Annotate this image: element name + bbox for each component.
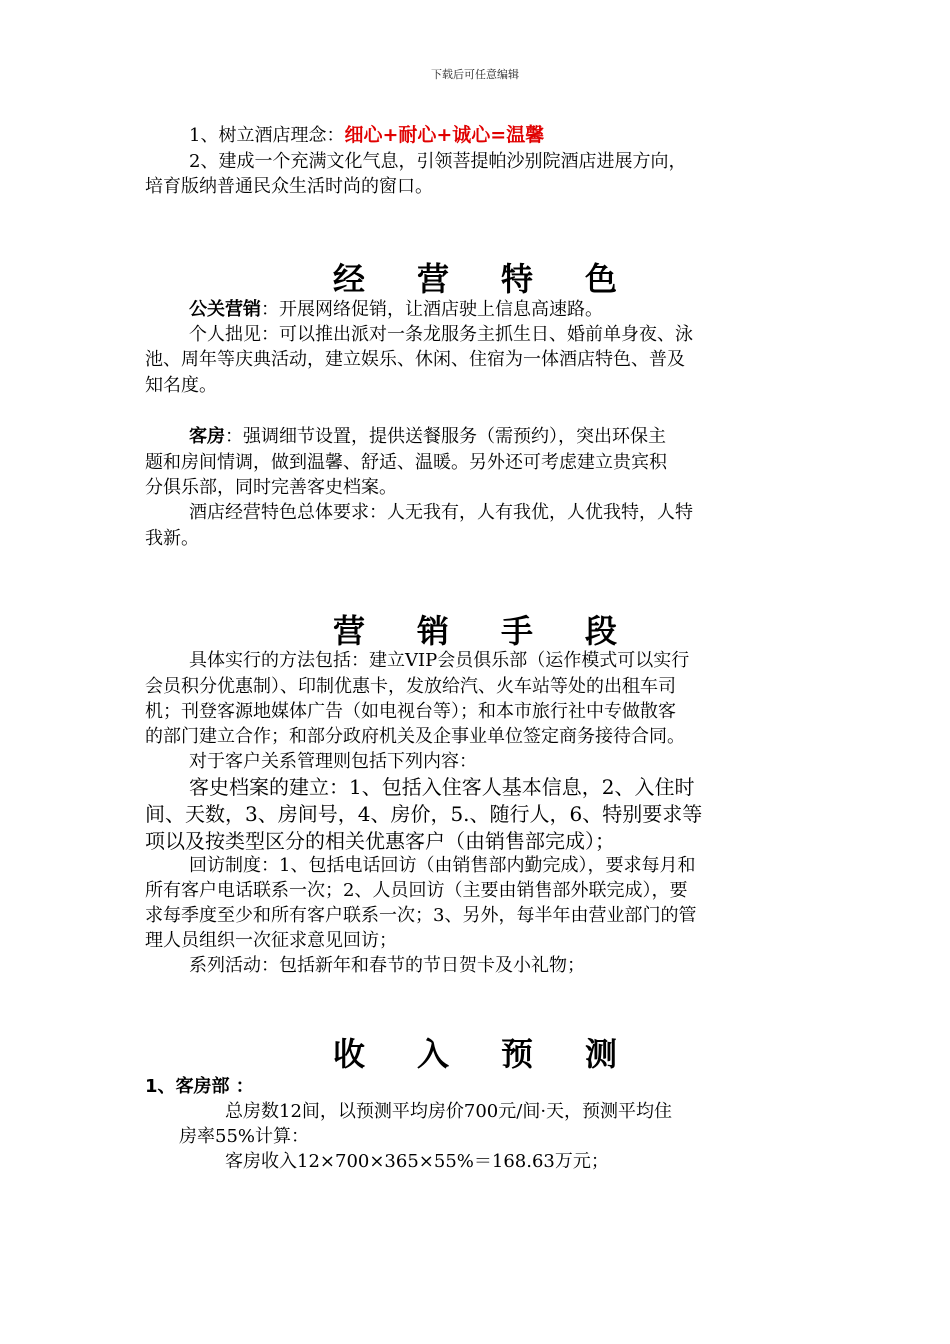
room-text: ：强调细节设置，提供送餐服务（需预约），突出环保主 [225,426,666,447]
opinion-line-1: 个人拙见：可以推出派对一条龙服务主抓生日、婚前单身夜、泳 [189,324,693,345]
visit-line-2: 所有客户电话联系一次；2、人员回访（主要由销售部外联完成），要 [145,880,688,901]
section-title-revenue: 收入预测 [332,1035,669,1073]
method-line-3: 机；刊登客源地媒体广告（如电视台等）；和本市旅行社中专做散客 [145,701,676,722]
pr-marketing-line [145,297,849,322]
crm-intro: 对于客户关系管理则包括下列内容： [189,751,477,772]
calc-line-2: 房率55%计算： [179,1126,310,1147]
opinion-line-3: 知名度。 [145,375,217,396]
calc-line-1: 总房数12间，以预测平均房价700元/间·天，预测平均住 [225,1101,673,1122]
visit-line-4: 理人员组织一次征求意见回访； [145,930,397,951]
visit-line-3: 求每季度至少和所有客户联系一次；3、另外，每半年由营业部门的管 [145,905,697,926]
method-line-2: 会员积分优惠制）、印制优惠卡，发放给汽、火车站等处的出租车司 [145,676,676,697]
method-line-4: 的部门建立合作；和部分政府机关及企事业单位签定商务接待合同。 [145,726,685,747]
room-line-3: 分俱乐部，同时完善客史档案。 [145,477,397,498]
goal-line-3: 培育版纳普通民众生活时尚的窗口。 [145,176,433,197]
series-activities: 系列活动：包括新年和春节的节日贺卡及小礼物； [189,955,585,976]
file-line-2: 间、天数，3、房间号，4、房价，5.、随行人，6、特别要求等 [145,802,703,826]
pr-text: ：开展网络促销，让酒店驶上信息高速路。 [261,299,603,320]
method-line-1: 具体实行的方法包括：建立VIP会员俱乐部（运作模式可以实行 [189,650,690,671]
room-dept-heading: 1、客房部 ： [145,1076,254,1097]
room-line-2: 题和房间情调，做到温馨、舒适、温暖。另外还可考虑建立贵宾积 [145,452,667,473]
goal-line-1 [145,123,849,148]
page-header: 下载后可任意编辑 [431,68,519,81]
opinion-line-2: 池、周年等庆典活动，建立娱乐、休闲、住宿为一体酒店特色、普及 [145,349,685,370]
file-line-1: 客史档案的建立：1、包括入住客人基本信息，2、入住时 [189,775,695,799]
goal-prefix: 1、树立酒店理念： [189,125,345,146]
pr-label: 公关营销 [189,299,261,320]
section-title-features: 经营特色 [332,260,669,298]
file-line-3: 项以及按类型区分的相关优惠客户（由销售部完成）； [145,829,615,853]
requirement-line-1: 酒店经营特色总体要求：人无我有，人有我优，人优我特，人特 [189,502,693,523]
revenue-formula: 客房收入12×700×365×55%＝168.63万元； [225,1151,609,1172]
room-line-1 [145,424,849,449]
goal-line-2: 2、建成一个充满文化气息，引领菩提帕沙别院酒店进展方向， [189,151,687,172]
section-title-marketing: 营销手段 [332,612,669,650]
hotel-slogan: 细心+耐心+诚心=温馨 [344,124,545,146]
visit-line-1: 回访制度：1、包括电话回访（由销售部内勤完成），要求每月和 [189,855,696,876]
room-label: 客房 [189,426,225,447]
requirement-line-2: 我新。 [145,528,199,549]
